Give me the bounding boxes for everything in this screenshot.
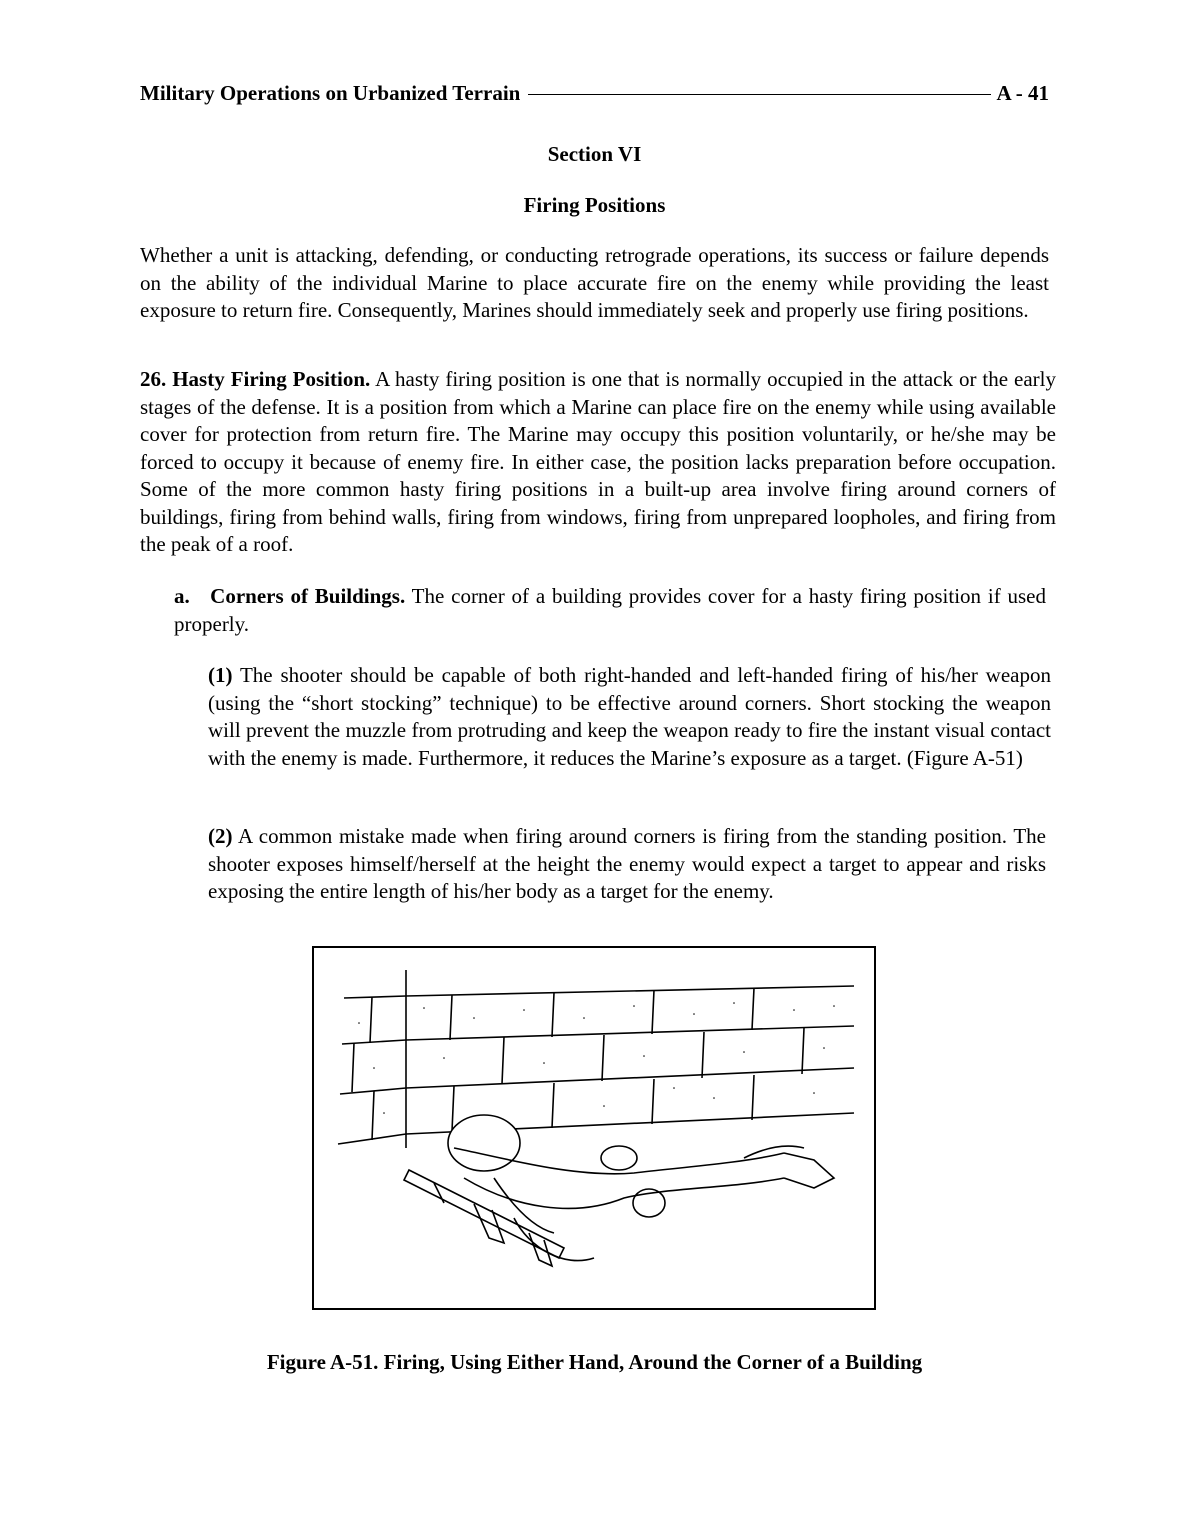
- paragraph-a: [174, 583, 1046, 638]
- paragraph-a-heading: a. Corners of Buildings.: [174, 584, 406, 608]
- section-title: Firing Positions: [523, 193, 666, 217]
- header-title: Military Operations on Urbanized Terrain: [140, 80, 521, 105]
- paragraph-a-text: The corner of a building provides cover for a hasty firing position if used properly.: [174, 584, 1046, 636]
- page-number: A - 41: [996, 80, 1049, 105]
- paragraph-2-heading: (2): [208, 824, 233, 848]
- header-rule: [528, 94, 990, 95]
- paragraph-26-text: A hasty firing position is one that is normally occupied in the attack or the early stages of the defense. It is a position from which a Marine can place fire on the enemy while using available cover for protection from return fire. The Marine may occupy this position voluntarily, or he/she may be forced to occupy it because of enemy fire. In either case, the position lacks preparation before occupation. Some of the more common hasty firing positions in a built-up area involve firing around corners of buildings, firing from behind walls, firing from windows, firing from unprepared loopholes, and firing from the peak of a roof.: [140, 367, 1057, 556]
- paragraph-1: [208, 662, 1051, 772]
- paragraph-2: [208, 823, 1046, 906]
- paragraph-2-text: A common mistake made when firing around corners is firing from the standing position. The shooter exposes himself/herself at the height the enemy would expect a target to appear and risks exposing the entire length of his/her body as a target for the enemy.: [208, 824, 1046, 903]
- section-number: Section VI: [547, 142, 642, 166]
- intro-paragraph: Whether a unit is attacking, defending, or conducting retrograde operations, its success or failure depends on the ability of the individual Marine to place accurate fire on the enemy while providing the least exposure to return fire. Consequently, Marines should immediately seek and properly use firing positions.: [140, 243, 1049, 322]
- page-header: [140, 80, 1049, 106]
- paragraph-26: [140, 366, 1056, 559]
- paragraph-26-heading: 26. Hasty Firing Position.: [140, 367, 371, 391]
- figure-caption: Figure A-51. Firing, Using Either Hand, Around the Corner of a Building: [266, 1350, 923, 1374]
- figure-illustration: [314, 948, 874, 1308]
- paragraph-1-heading: (1): [208, 663, 233, 687]
- paragraph-1-text: The shooter should be capable of both right-handed and left-handed firing of his/her weapon (using the “short stocking” technique) to be effective around corners. Short stocking the weapon will prevent the muzzle from protruding and keep the weapon ready to fire the instant visual contact with the enemy is made. Furthermore, it reduces the Marine’s exposure as a target. (Figure A-51): [208, 663, 1051, 770]
- figure-a-51: [312, 946, 876, 1310]
